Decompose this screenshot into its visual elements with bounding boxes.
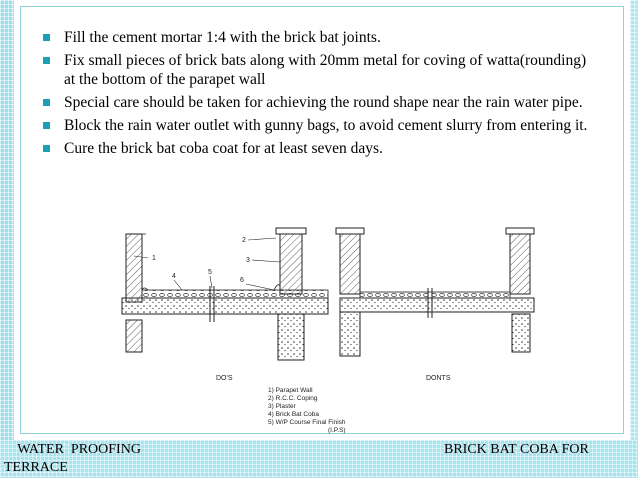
square-bullet-icon (43, 145, 50, 152)
bullet-text: Block the rain water outlet with gunny bags, to avoid cement slurry from entering it. (64, 117, 588, 134)
square-bullet-icon (43, 34, 50, 41)
bullet-list (40, 28, 600, 162)
callout-label: 3 (246, 257, 250, 264)
bullet-item (40, 116, 600, 135)
dos-label: DO'S (216, 375, 233, 382)
square-bullet-icon (43, 99, 50, 106)
bullet-text: Cure the brick bat coba coat for at least seven days. (64, 140, 383, 157)
callout-label: 4 (172, 273, 176, 280)
legend-item: 3) Plaster (268, 403, 296, 410)
legend-item: 2) R.C.C. Coping (268, 395, 318, 402)
donts-detail (336, 228, 534, 382)
bullet-text: Fill the cement mortar 1:4 with the brick bat joints. (64, 29, 381, 46)
legend-item: 4) Brick Bat Coba (268, 411, 319, 418)
left-decorative-band (0, 0, 14, 440)
square-bullet-icon (43, 57, 50, 64)
callout-label: 5 (208, 269, 212, 276)
square-bullet-icon (43, 122, 50, 129)
legend-item: (I.P.S) (328, 427, 346, 434)
bullet-text: Special care should be taken for achieving the round shape near the rain water pipe. (64, 94, 583, 111)
bullet-item (40, 28, 600, 47)
callout-label: 2 (242, 237, 246, 244)
footer-title-left: WATER PROOFING (14, 442, 141, 457)
legend-item: 5) W/P Course Final Finish (268, 419, 346, 426)
diagram-legend (268, 387, 346, 434)
bullet-item (40, 93, 600, 112)
footer-title-right: BRICK BAT COBA FOR (444, 442, 589, 457)
footer-title-continued: TERRACE (4, 460, 68, 475)
bullet-item (40, 139, 600, 158)
bullet-item (40, 51, 600, 89)
dos-detail (122, 228, 328, 382)
legend-item: 1) Parapet Wall (268, 387, 313, 394)
bullet-text: Fix small pieces of brick bats along with 20mm metal for coving of watta(rounding) at the bottom of the parapet wall (64, 52, 587, 88)
right-decorative-band (630, 0, 638, 440)
callout-label: 6 (240, 277, 244, 284)
donts-label: DONTS (426, 375, 451, 382)
callout-label: 1 (152, 255, 156, 262)
brick-bat-coba-diagram (118, 226, 538, 445)
